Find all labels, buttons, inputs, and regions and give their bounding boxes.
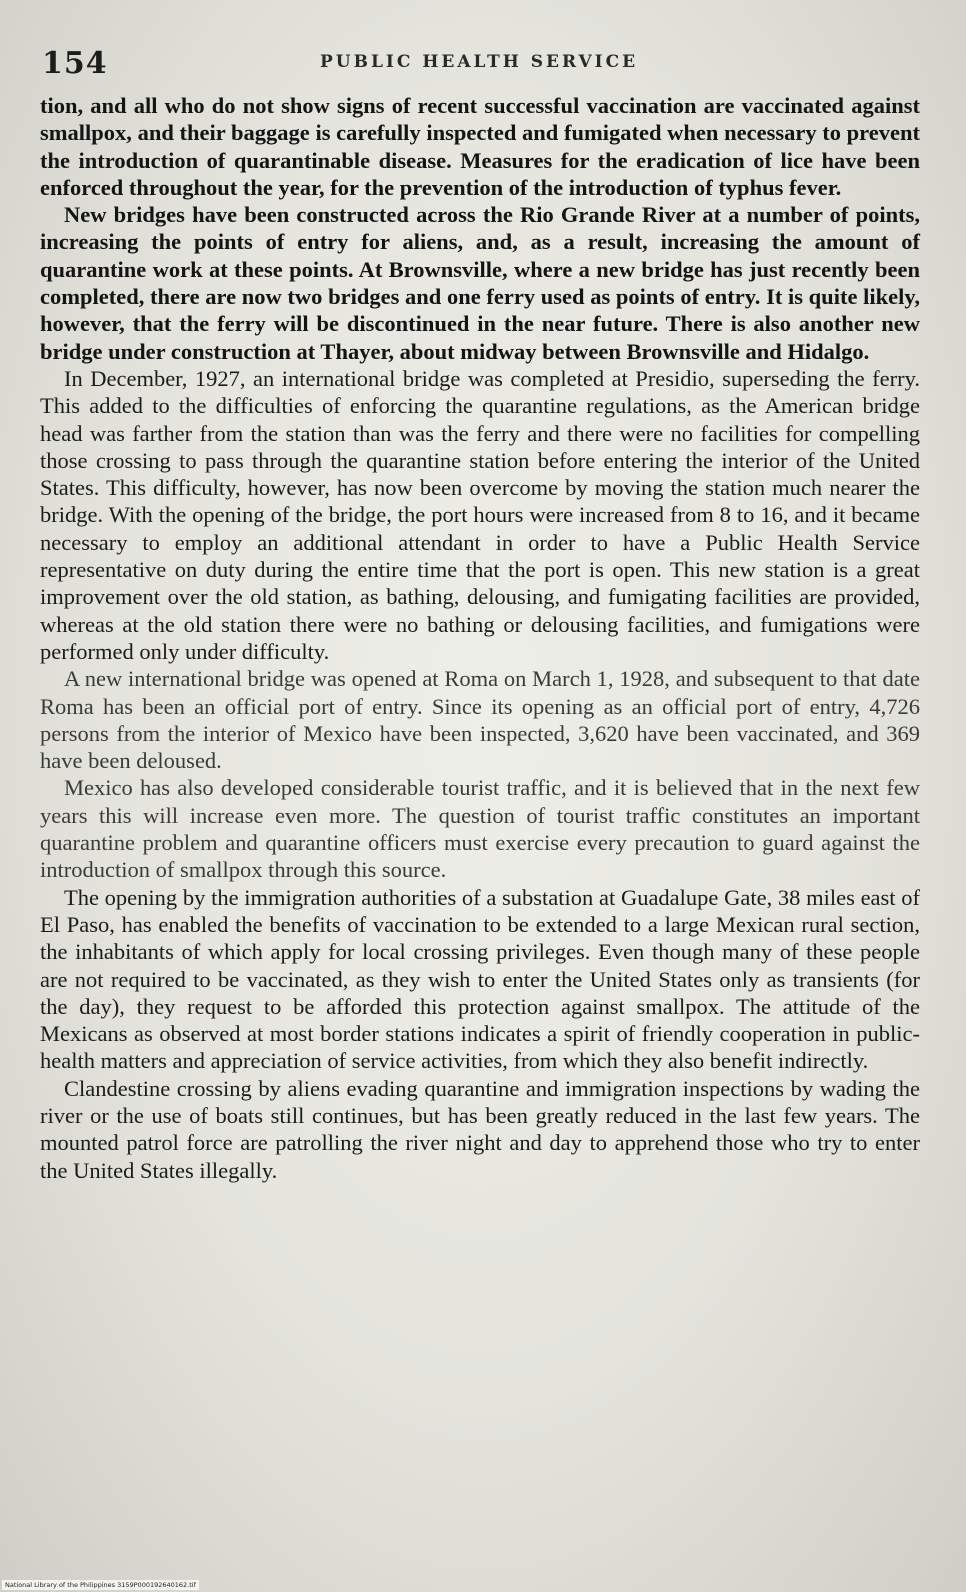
scan-credit: National Library of the Philippines 3159P000192640162.tif (2, 1580, 199, 1590)
paragraph-continuation: tion, and all who do not show signs of recent successful vaccination are vaccinated against smallpox, and their baggage is carefully inspected and fumigated when necessary to prevent the introduction of quarantinable disease. Measures for the eradication of lice have been enforced throughout the year, for the prevention of the introduction of typhus fever. (40, 93, 920, 200)
paragraph-tourist-traffic: Mexico has also developed considerable tourist traffic, and it is believed that in the next few years this will increase even more. The question of tourist traffic constitutes an important quarantine problem and quarantine officers must exercise every precaution to guard against the introduction of smallpox through this source. (40, 775, 920, 883)
paragraph-roma: A new international bridge was opened at Roma on March 1, 1928, and subsequent to that date Roma has been an official port of entry. Since its opening as an official port of entry, 4,726 persons from the interior of Mexico have been inspected, 3,620 have been vaccinated, and 369 have been deloused. (40, 666, 920, 774)
paragraph-new-bridges: New bridges have been constructed across the Rio Grande River at a number of points, increasing the points of entry for aliens, and, as a result, increasing the amount of quarantine work at these points. At Brownsville, where a new bridge has just recently been completed, there are now two bridges and one ferry used as points of entry. It is quite likely, however, that the ferry will be discontinued in the near future. There is also another new bridge under construction at Thayer, about midway between Brownsville and Hidalgo. (40, 202, 920, 364)
page-header (40, 46, 920, 80)
paragraph-clandestine-crossing: Clandestine crossing by aliens evading quarantine and immigration inspections by wading the river or the use of boats still continues, but has been greatly reduced in the last few years. The mounted patrol force are patrolling the river night and day to apprehend those who try to enter the United States illegally. (40, 1075, 920, 1183)
paragraph-presidio: In December, 1927, an international bridge was completed at Presidio, superseding the ferry. This added to the difficulties of enforcing the quarantine regulations, as the American bridge head was farther from the station than was the ferry and there were no facilities for compelling those crossing to pass through the quarantine station before entering the interior of the United States. This difficulty, however, has now been overcome by moving the station much nearer the bridge. With the opening of the bridge, the port hours were increased from 8 to 16, and it became necessary to employ an additional attendant in order to have a Public Health Service representative on duty during the entire time that the port is open. This new station is a great improvement over the old station, as bathing, delousing, and fumigating facilities are provided, whereas at the old station there were no bathing or delousing facilities, and fumigations were performed only under difficulty. (40, 365, 920, 664)
page-number: 154 (42, 46, 108, 81)
running-head: PUBLIC HEALTH SERVICE (320, 52, 639, 72)
body-text (40, 92, 920, 1184)
paragraph-guadalupe-gate: The opening by the immigration authorities of a substation at Guadalupe Gate, 38 miles east of El Paso, has enabled the benefits of vaccination to be extended to a large Mexican rural section, the inhabitants of which apply for local crossing privileges. Even though many of these people are not required to be vaccinated, as they wish to enter the United States only as transients (for the day), they request to be afforded this protection against smallpox. The attitude of the Mexicans as observed at most border stations indicates a spirit of friendly cooperation in public-health matters and appreciation of service activities, from which they also benefit indirectly. (40, 884, 920, 1074)
